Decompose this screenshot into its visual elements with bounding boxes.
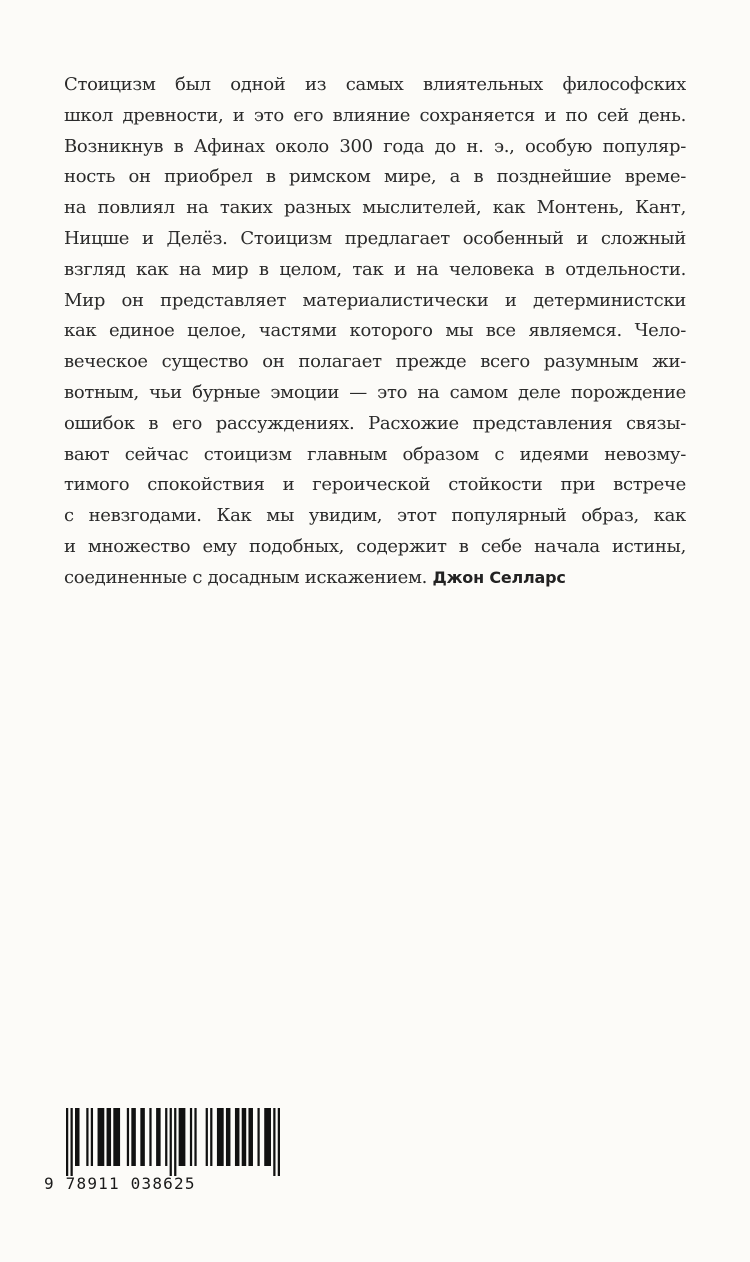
barcode-guard-bar (174, 1108, 176, 1176)
blurb-line: взгляд как на мир в целом, так и на человека в отдельности. (64, 258, 686, 280)
blurb-line: Ницше и Делёз. Стоицизм предлагает особенный и сложный (64, 227, 686, 249)
barcode-guard-bar (66, 1108, 68, 1176)
blurb-line: тимого спокойствия и героической стойкости при встрече (64, 474, 686, 496)
barcode-guard-bar (71, 1108, 73, 1176)
barcode-bar (248, 1108, 253, 1166)
barcode-bar (91, 1108, 93, 1166)
isbn-number: 9 78911 038625 (44, 1174, 196, 1193)
blurb-text (64, 70, 686, 594)
blurb-line: вотным, чьи бурные эмоции — это на самом деле порождение (64, 381, 686, 403)
barcode-bar (217, 1108, 224, 1166)
blurb-line: школ древности, и это его влияние сохраняется и по сей день. (64, 104, 686, 126)
barcode-bar (190, 1108, 192, 1166)
blurb-line: веческое существо он полагает прежде всего разумным жи- (64, 351, 686, 373)
barcode-bar (242, 1108, 247, 1166)
barcode-bar (75, 1108, 80, 1166)
barcode-bar (194, 1108, 196, 1166)
blurb-line: на повлиял на таких разных мыслителей, как Монтень, Кант, (64, 197, 686, 219)
blurb-line: как единое целое, частями которого мы все являемся. Чело- (64, 320, 686, 342)
barcode-guard-bar (273, 1108, 275, 1176)
barcode-bar (264, 1108, 271, 1166)
author-name: Джон Селларс (432, 567, 566, 587)
barcode-bar (226, 1108, 231, 1166)
blurb-last-text: соединенные с досадным искажением. (64, 566, 428, 588)
barcode-bar (149, 1108, 151, 1166)
barcode (44, 1108, 282, 1198)
barcode-bar (206, 1108, 208, 1166)
blurb-line: ность он приобрел в римском мире, а в позднейшие време- (64, 166, 686, 188)
barcode-bar (165, 1108, 167, 1166)
blurb-line: вают сейчас стоицизм главным образом с идеями невозму- (64, 443, 686, 465)
barcode-guard-bar (278, 1108, 280, 1176)
blurb-line: Возникнув в Афинах около 300 года до н. э., особую популяр- (64, 135, 686, 157)
barcode-bar (113, 1108, 120, 1166)
blurb-last-line (64, 563, 686, 594)
barcode-bar (107, 1108, 112, 1166)
blurb-line: с невзгодами. Как мы увидим, этот популярный образ, как (64, 505, 686, 527)
barcode-bars (66, 1108, 280, 1178)
blurb-line: и множество ему подобных, содержит в себе начала истины, (64, 535, 686, 557)
blurb-line: Мир он представляет материалистически и детерминистски (64, 289, 686, 311)
barcode-bar (179, 1108, 186, 1166)
barcode-bar (86, 1108, 88, 1166)
barcode-bar (127, 1108, 129, 1166)
blurb-line: Стоицизм был одной из самых влиятельных философских (64, 74, 686, 95)
barcode-bar (98, 1108, 105, 1166)
barcode-bar (140, 1108, 145, 1166)
barcode-guard-bar (170, 1108, 172, 1176)
barcode-bar (131, 1108, 136, 1166)
barcode-bar (210, 1108, 212, 1166)
barcode-bar (156, 1108, 161, 1166)
blurb-line: ошибок в его рассуждениях. Расхожие представления связы- (64, 412, 686, 434)
barcode-bar (257, 1108, 259, 1166)
barcode-bar (235, 1108, 240, 1166)
